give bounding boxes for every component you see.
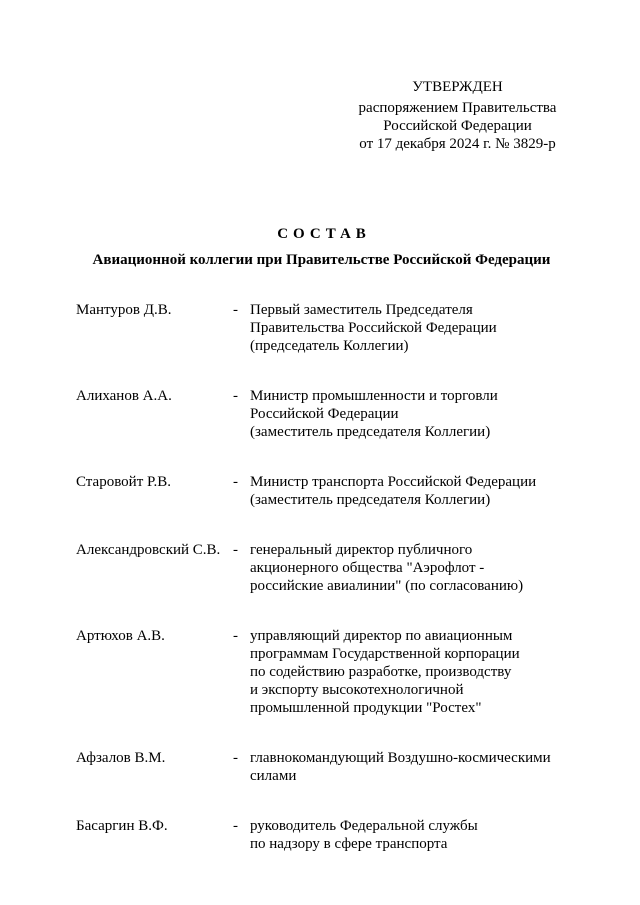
approval-heading: УТВЕРЖДЕН: [412, 79, 503, 95]
approval-line: распоряжением Правительства: [358, 100, 557, 116]
member-separator: -: [233, 302, 238, 318]
member-separator: -: [233, 388, 238, 404]
member-position: руководитель Федеральной службы по надзору в сфере транспорта: [250, 818, 478, 852]
member-name: Старовойт Р.В.: [76, 474, 171, 490]
approval-block: [330, 78, 585, 153]
member-row: [76, 817, 576, 853]
member-position: главнокомандующий Воздушно-космическими силами: [250, 750, 551, 784]
member-position: Министр промышленности и торговли Российской Федерации (заместитель председателя Коллегии): [250, 388, 498, 440]
approval-date-number: от 17 декабря 2024 г. № 3829-р: [359, 136, 556, 152]
member-row: [76, 627, 576, 717]
member-name: Мантуров Д.В.: [76, 302, 172, 318]
member-position: управляющий директор по авиационным программам Государственной корпорации по содействию разработке, производству и экспорту высокотехнологичной промышленной продукции "Ростех": [250, 628, 520, 716]
member-separator: -: [233, 628, 238, 644]
approval-line: Российской Федерации: [383, 118, 532, 134]
member-row: [76, 301, 576, 355]
member-position: Министр транспорта Российской Федерации (заместитель председателя Коллегии): [250, 474, 537, 508]
title-subtitle: Авиационной коллегии при Правительстве Российской Федерации: [92, 252, 551, 268]
member-name: Афзалов В.М.: [76, 750, 166, 766]
member-row: [76, 473, 576, 509]
member-separator: -: [233, 542, 238, 558]
member-separator: -: [233, 750, 238, 766]
member-name: Алиханов А.А.: [76, 388, 172, 404]
member-name: Басаргин В.Ф.: [76, 818, 168, 834]
member-row: [76, 541, 576, 595]
document-title: [0, 224, 640, 270]
member-name: Александровский С.В.: [76, 542, 221, 558]
member-separator: -: [233, 474, 238, 490]
member-name: Артюхов А.В.: [76, 628, 165, 644]
member-position: Первый заместитель Председателя Правительства Российской Федерации (председатель Коллегии): [250, 302, 497, 354]
member-separator: -: [233, 818, 238, 834]
member-position: генеральный директор публичного акционерного общества "Аэрофлот - российские авиалинии" (по согласованию): [250, 542, 524, 594]
members-list: [76, 301, 576, 885]
member-row: [76, 387, 576, 441]
title-main: СОСТАВ: [277, 226, 371, 242]
member-row: [76, 749, 576, 785]
